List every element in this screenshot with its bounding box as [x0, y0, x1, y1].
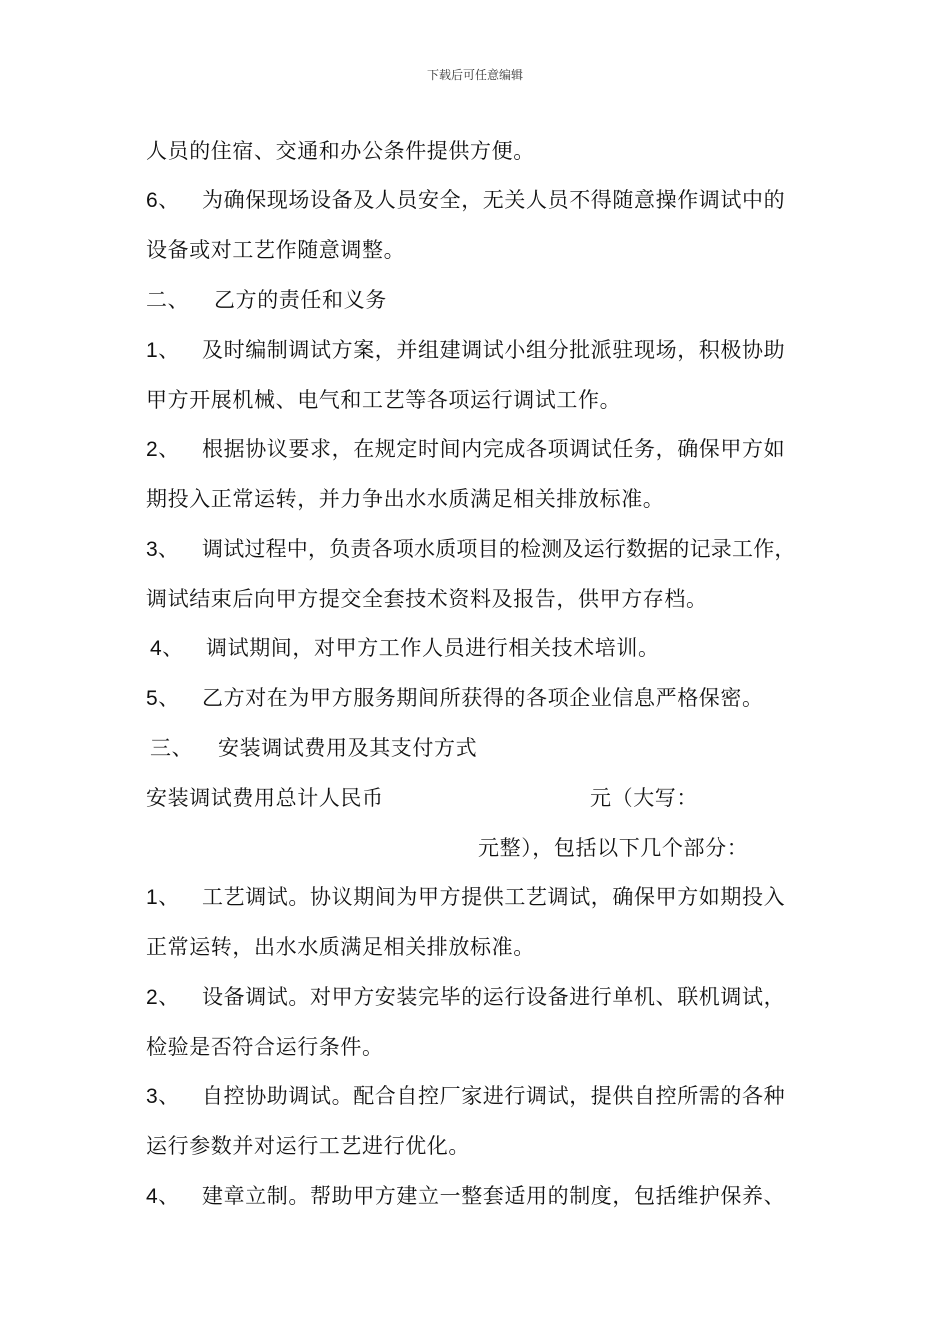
paragraph-line: 运行参数并对运行工艺进行优化。	[146, 1134, 470, 1158]
paragraph-line: 甲方开展机械、电气和工艺等各项运行调试工作。	[146, 388, 622, 412]
list-number: 1、	[146, 339, 180, 362]
section-number: 三、	[150, 736, 194, 760]
list-number: 5、	[146, 687, 180, 710]
fee-item-4	[146, 1181, 785, 1212]
section-title: 安装调试费用及其支付方式	[218, 736, 478, 760]
list-item-5	[146, 683, 764, 714]
list-number: 4、	[150, 637, 184, 660]
paragraph-line: 正常运转，出水水质满足相关排放标准。	[146, 935, 535, 959]
list-number: 3、	[146, 538, 180, 561]
section-title: 乙方的责任和义务	[214, 288, 387, 312]
paragraph-line: 检验是否符合运行条件。	[146, 1035, 384, 1059]
list-text: 乙方对在为甲方服务期间所获得的各项企业信息严格保密。	[202, 686, 764, 710]
fee-item-3	[146, 1081, 785, 1112]
list-item-3	[146, 534, 796, 565]
paragraph-line: 期投入正常运转，并力争出水水质满足相关排放标准。	[146, 487, 665, 511]
list-text: 根据协议要求，在规定时间内完成各项调试任务，确保甲方如	[202, 437, 786, 461]
list-number: 2、	[146, 986, 180, 1009]
list-text: 设备调试。对甲方安装完毕的运行设备进行单机、联机调试，	[202, 985, 786, 1009]
list-item-2	[146, 434, 785, 465]
list-text: 为确保现场设备及人员安全，无关人员不得随意操作调试中的	[202, 188, 786, 212]
list-number: 3、	[146, 1085, 180, 1108]
list-number: 6、	[146, 189, 180, 212]
list-number: 4、	[146, 1185, 180, 1208]
list-text: 建章立制。帮助甲方建立一整套适用的制度，包括维护保养、	[202, 1184, 786, 1208]
paragraph-line: 调试结束后向甲方提交全套技术资料及报告，供甲方存档。	[146, 587, 708, 611]
fee-capital-label: 元（大写：	[590, 786, 698, 810]
list-text: 及时编制调试方案，并组建调试小组分批派驻现场，积极协助	[202, 338, 786, 362]
fee-item-1	[146, 882, 785, 913]
list-item-6	[146, 185, 785, 216]
list-text: 自控协助调试。配合自控厂家进行调试，提供自控所需的各种	[202, 1084, 786, 1108]
list-item-1	[146, 335, 785, 366]
section-heading-2	[146, 285, 387, 315]
list-number: 1、	[146, 886, 180, 909]
paragraph-line: 人员的住宿、交通和办公条件提供方便。	[146, 139, 535, 163]
fee-item-2	[146, 982, 785, 1013]
list-text: 调试期间，对甲方工作人员进行相关技术培训。	[206, 636, 660, 660]
section-heading-3	[150, 733, 477, 763]
list-text: 工艺调试。协议期间为甲方提供工艺调试，确保甲方如期投入	[202, 885, 786, 909]
page-header: 下载后可任意编辑	[426, 68, 523, 82]
fee-total-label: 安装调试费用总计人民币	[146, 786, 384, 810]
section-number: 二、	[146, 288, 190, 312]
paragraph-line: 设备或对工艺作随意调整。	[146, 238, 406, 262]
list-number: 2、	[146, 438, 180, 461]
list-text: 调试过程中，负责各项水质项目的检测及运行数据的记录工作，	[202, 537, 796, 561]
list-item-4	[150, 633, 660, 664]
fee-parts-intro: 元整），包括以下几个部分：	[478, 836, 749, 860]
